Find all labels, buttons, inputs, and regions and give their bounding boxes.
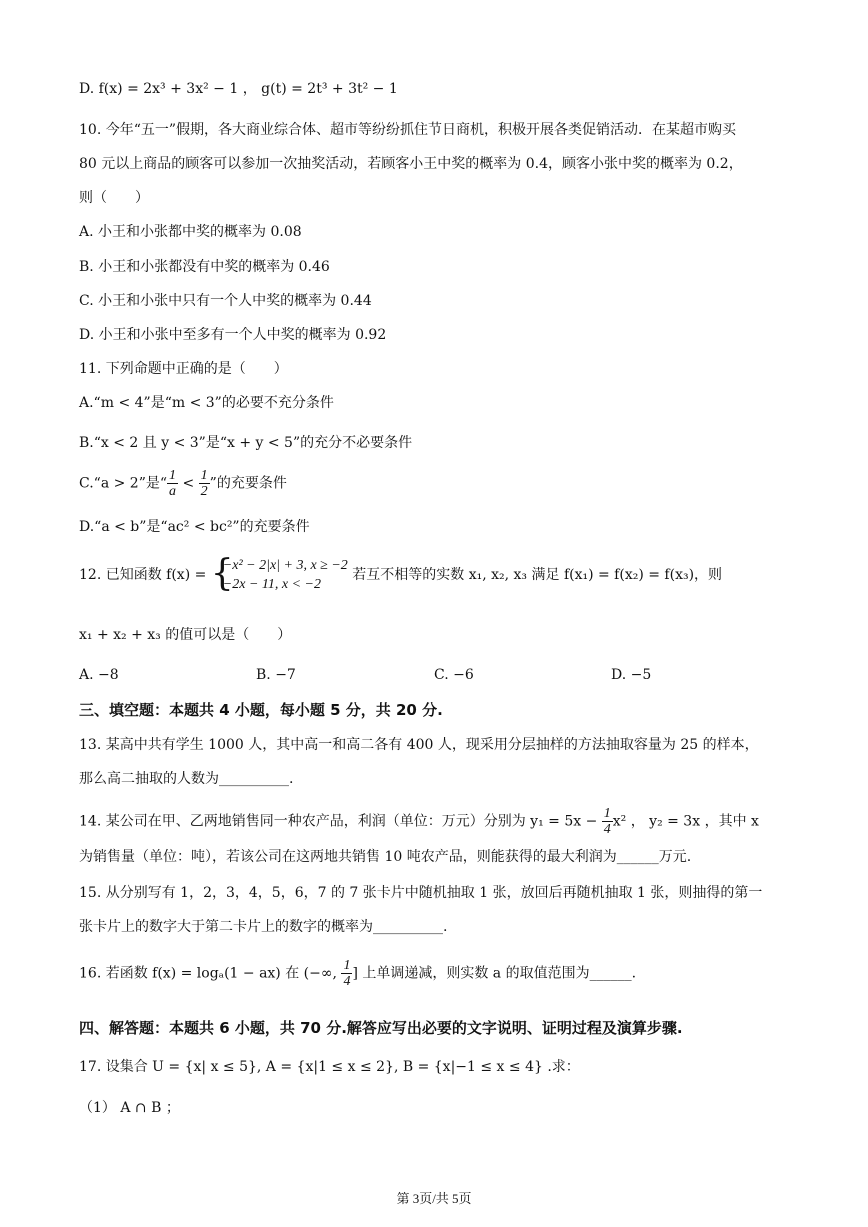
q11-option-b: B.“x < 2 且 y < 3”是“x + y < 5”的充分不必要条件 (79, 435, 413, 451)
q12-suffix: 若互不相等的实数 x₁, x₂, x₃ 满足 f(x₁) = f(x₂) = f(x₃)，则 (352, 567, 723, 583)
q12-stem-line1 (79, 553, 723, 594)
q10-stem-line3: 则（ ） (79, 190, 149, 206)
q12-case-1: −x² − 2|x| + 3, x ≥ −2 (222, 558, 348, 573)
q12-prefix: 12. 已知函数 f(x) = (79, 567, 211, 583)
q12-option-c: C. −6 (434, 667, 474, 683)
q17-stem: 17. 设集合 U = {x| x ≤ 5}, A = {x|1 ≤ x ≤ 2}, B = {x|−1 ≤ x ≤ 4} .求： (79, 1059, 580, 1075)
q11c-num-2: 1 (200, 468, 208, 483)
q16-den: 4 (343, 974, 351, 989)
q15-line1: 15. 从分别写有 1，2，3，4，5，6，7 的 7 张卡片中随机抽取 1 张，放回后再随机抽取 1 张，则抽得的第一 (79, 885, 763, 901)
q11-option-a: A.“m < 4”是“m < 3”的必要不充分条件 (79, 395, 334, 411)
q12-stem-line2: x₁ + x₂ + x₃ 的值可以是（ ） (79, 627, 292, 643)
q14-line1 (79, 806, 759, 837)
q12-option-b: B. −7 (256, 667, 296, 683)
page-footer: 第 3页/共 5页 (396, 1191, 472, 1206)
q11c-num-1: 1 (169, 468, 177, 483)
q12-case-2: −2x − 11, x < −2 (222, 577, 321, 592)
q11c-fraction-1 (167, 468, 178, 499)
q11-option-d: D.“a < b”是“ac² < bc²”的充要条件 (79, 519, 310, 535)
section-4-heading: 四、解答题：本题共 6 小题，共 70 分.解答应写出必要的文字说明、证明过程及演算步骤. (79, 1019, 683, 1037)
q10-option-d: D. 小王和小张中至多有一个人中奖的概率为 0.92 (79, 327, 387, 343)
q11c-fraction-2 (199, 468, 210, 499)
q14-prefix: 14. 某公司在甲、乙两地销售同一种农产品，利润（单位：万元）分别为 y₁ = 5x − (79, 813, 602, 830)
q13-line1: 13. 某高中共有学生 1000 人，其中高一和高二各有 400 人，现采用分层抽样的方法抽取容量为 25 的样本， (79, 737, 759, 753)
q10-option-b: B. 小王和小张都没有中奖的概率为 0.46 (79, 259, 330, 275)
q11c-suffix: ”的充要条件 (209, 475, 287, 492)
q14-suffix: x² ， y₂ = 3x ，其中 x (612, 813, 759, 830)
q17-part-1: （1） A ∩ B ； (79, 1100, 180, 1116)
q16-prefix: 16. 若函数 f(x) = logₐ(1 − ax) 在 (−∞, (79, 965, 342, 982)
q11-option-c (79, 468, 287, 499)
section-3-heading: 三、填空题：本题共 4 小题，每小题 5 分，共 20 分. (79, 701, 443, 719)
q13-line2: 那么高二抽取的人数为__________. (79, 771, 294, 787)
q14-den: 4 (603, 822, 611, 837)
q10-stem-line2: 80 元以上商品的顾客可以参加一次抽奖活动，若顾客小王中奖的概率为 0.4，顾客小张中奖的概率为 0.2， (79, 156, 743, 172)
q11c-den-2: 2 (200, 484, 208, 499)
q16-line (79, 958, 636, 989)
q10-option-c: C. 小王和小张中只有一个人中奖的概率为 0.44 (79, 293, 372, 309)
left-brace-icon: { (210, 553, 234, 594)
q15-line2: 张卡片上的数字大于第二卡片上的数字的概率为__________. (79, 919, 448, 935)
q12-option-a: A. −8 (79, 667, 119, 683)
q11c-den-1: a (169, 484, 177, 499)
q11c-prefix: C.“a > 2”是“ (79, 475, 168, 492)
q11-stem: 11. 下列命题中正确的是（ ） (79, 361, 288, 377)
q10-stem-line1: 10. 今年“五一”假期，各大商业综合体、超市等纷纷抓住节日商机，积极开展各类促销活动．在某超市购买 (79, 122, 737, 138)
q14-num: 1 (603, 806, 611, 821)
q14-fraction (602, 806, 613, 837)
q16-num: 1 (343, 958, 351, 973)
q12-options (79, 666, 799, 684)
q12-piecewise (210, 553, 348, 594)
q10-option-a: A. 小王和小张都中奖的概率为 0.08 (79, 224, 302, 240)
q9-option-d: D. f(x) = 2x³ + 3x² − 1 ， g(t) = 2t³ + 3t² − 1 (79, 81, 398, 97)
q16-suffix: ] 上单调递减，则实数 a 的取值范围为______. (352, 965, 637, 982)
q14-line2: 为销售量（单位：吨），若该公司在这两地共销售 10 吨农产品，则能获得的最大利润为______万元. (79, 849, 692, 865)
q12-option-d: D. −5 (611, 667, 652, 683)
q11c-lt: < (178, 475, 199, 492)
q16-fraction (341, 958, 352, 989)
